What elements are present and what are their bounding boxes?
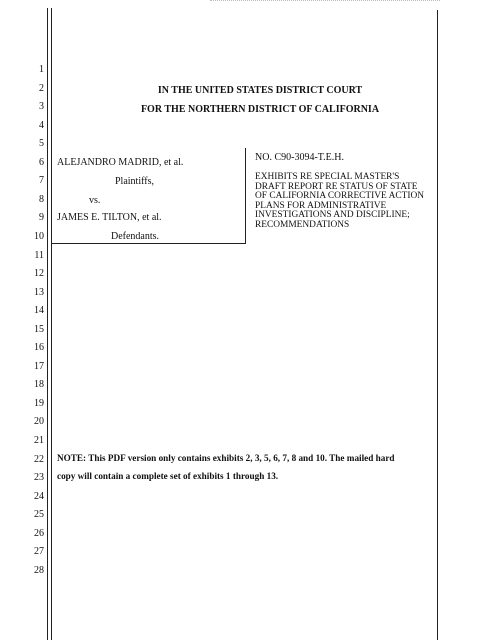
line-number: 5	[39, 138, 44, 149]
left-margin-rule-outer	[47, 8, 48, 640]
line-number: 13	[34, 287, 44, 298]
line-number: 28	[34, 565, 44, 576]
note-line-1: NOTE: This PDF version only contains exhibits 2, 3, 5, 6, 7, 8 and 10. The mailed hard	[57, 453, 395, 463]
line-number: 1	[39, 64, 44, 75]
plaintiff-role: Plaintiffs,	[115, 176, 154, 187]
line-number: 9	[39, 212, 44, 223]
plaintiff-name: ALEJANDRO MADRID, et al.	[57, 157, 184, 168]
line-number: 22	[34, 454, 44, 465]
line-number: 16	[34, 342, 44, 353]
line-number: 3	[39, 101, 44, 112]
line-number: 25	[34, 509, 44, 520]
line-number: 12	[34, 268, 44, 279]
line-number: 19	[34, 398, 44, 409]
defendant-role: Defendants.	[111, 231, 160, 242]
caption-divider-horizontal	[52, 243, 246, 244]
line-number: 6	[39, 157, 44, 168]
line-number: 14	[34, 305, 44, 316]
line-number: 21	[34, 435, 44, 446]
scan-artifact	[210, 0, 440, 5]
line-number: 8	[39, 194, 44, 205]
line-number: 4	[39, 120, 44, 131]
line-number: 15	[34, 324, 44, 335]
versus-label: vs.	[89, 195, 101, 206]
case-number: NO. C90-3094-T.E.H.	[255, 152, 344, 163]
line-number: 27	[34, 546, 44, 557]
line-number: 24	[34, 491, 44, 502]
right-margin-rule	[437, 10, 438, 640]
defendant-name: JAMES E. TILTON, et al.	[57, 212, 162, 223]
line-number: 18	[34, 379, 44, 390]
line-number: 26	[34, 528, 44, 539]
court-name-line-1: IN THE UNITED STATES DISTRICT COURT	[157, 85, 363, 96]
line-number: 10	[34, 231, 44, 242]
line-number: 2	[39, 83, 44, 94]
line-number: 7	[39, 175, 44, 186]
caption-divider-vertical	[245, 148, 246, 244]
court-name-line-2: FOR THE NORTHERN DISTRICT OF CALIFORNIA	[140, 104, 380, 115]
line-number: 17	[34, 361, 44, 372]
line-number: 23	[34, 472, 44, 483]
line-number: 11	[34, 250, 44, 261]
left-margin-rule-inner	[51, 8, 52, 640]
document-title: EXHIBITS RE SPECIAL MASTER'S DRAFT REPORT RE STATUS OF STATE OF CALIFORNIA CORRECTIVE ACTION PLANS FOR ADMINISTRATIVE INVESTIGATIONS AND DISCIPLINE; RECOMMENDATIONS	[255, 172, 425, 230]
line-number: 20	[34, 416, 44, 427]
note-line-2: copy will contain a complete set of exhibits 1 through 13.	[57, 471, 279, 481]
